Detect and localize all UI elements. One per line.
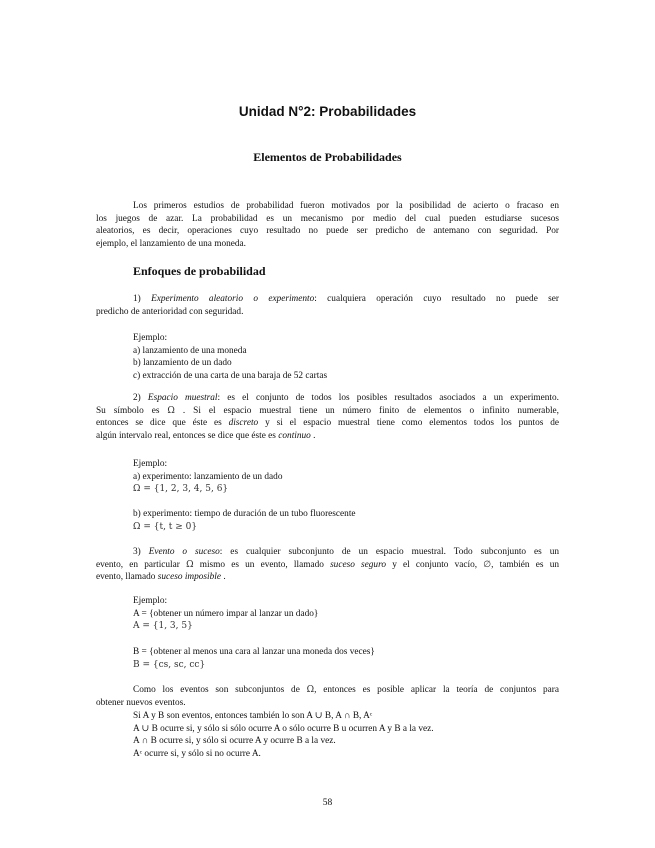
text-fragment: Como los eventos son subconjuntos de: [133, 685, 300, 695]
term-continuo: continuo: [278, 430, 311, 441]
item-2-line: [96, 405, 559, 418]
item-3-definition: [96, 546, 559, 584]
term-evento: Evento o suceso: [148, 547, 220, 557]
text-fragment: algún intervalo real, entonces se dice que éste es: [96, 430, 276, 441]
text-fragment: evento, en particular: [96, 559, 180, 570]
intro-line: aleatorios, es decir, operaciones cuyo resultado no puede ser predicho de antemano con seguridad. Por: [96, 226, 559, 237]
example-item: a) experimento: lanzamiento de un dado: [133, 471, 283, 482]
page-number: 58: [322, 798, 333, 808]
set-operation-rules: [133, 710, 563, 760]
section-title: Elementos de Probabilidades: [253, 150, 402, 164]
item-3-examples-b: [133, 646, 563, 671]
item-1-line: predicho de anterioridad con seguridad.: [96, 306, 244, 317]
intro-line: los juegos de azar. La probabilidad es un mecanismo por medio del cual pueden estudiarse sucesos: [96, 213, 559, 224]
example-item: b) experimento: tiempo de duración de un tubo fluorescente: [133, 509, 356, 519]
item-2-definition: [96, 392, 559, 442]
item-2-examples-b: [133, 508, 563, 533]
text-fragment: .: [313, 430, 316, 441]
text-fragment: mismo es un evento, llamado: [199, 559, 324, 570]
definition-text: : cualquiera operación cuyo resultado no puede ser: [314, 294, 559, 304]
unit-title: Unidad N°2: Probabilidades: [238, 104, 417, 119]
event-definition: A = {obtener un número impar al lanzar un dado}: [133, 608, 319, 619]
item-3-examples: [133, 595, 563, 633]
text-fragment: , también es un: [491, 559, 559, 570]
omega-symbol: Ω: [167, 405, 175, 416]
item-number: 2): [133, 393, 141, 403]
closing-line: [96, 684, 559, 697]
item-1-definition: [96, 293, 559, 318]
item-number: 3): [133, 547, 141, 557]
text-fragment: evento, llamado: [96, 572, 156, 583]
text-fragment: y el conjunto vacío,: [392, 559, 478, 570]
sample-space-formula: Ω = {t, t ≥ 0}: [133, 521, 198, 532]
item-3-line: [96, 546, 559, 559]
closing-paragraph: [96, 684, 559, 709]
example-item: b) lanzamiento de un dado: [133, 358, 232, 369]
term-suceso-seguro: suceso seguro: [330, 559, 386, 570]
term-experimento: Experimento aleatorio o experimento: [151, 294, 315, 304]
omega-symbol: Ω: [186, 559, 194, 570]
empty-set-symbol: ∅: [483, 559, 492, 570]
text-fragment: y si el espacio muestral tiene como elementos todos los puntos de: [265, 418, 560, 429]
item-2-examples: [133, 458, 563, 496]
rule-line: A ∩ B ocurre si, y sólo si ocurre A y ocurre B a la vez.: [133, 736, 336, 747]
rule-line: Aᶜ ocurre si, y sólo si no ocurre A.: [133, 748, 261, 759]
rule-line: Si A y B son eventos, entonces también lo son A ∪ B, A ∩ B, Aᶜ: [133, 711, 373, 721]
example-label: Ejemplo:: [133, 333, 168, 343]
event-formula: B = {cs, sc, cc}: [133, 659, 206, 670]
example-item: c) extracción de una carta de una baraja de 52 cartas: [133, 370, 328, 381]
sample-space-formula: Ω = {1, 2, 3, 4, 5, 6}: [133, 484, 229, 495]
term-discreto: discreto: [228, 418, 259, 429]
event-formula: A = {1, 3, 5}: [133, 621, 193, 632]
text-fragment: entonces se dice que éste es: [96, 418, 222, 429]
item-2-line: [96, 430, 559, 443]
intro-line: ejemplo, el lanzamiento de una moneda.: [96, 238, 246, 249]
text-fragment: , entonces es posible aplicar la teoría de conjuntos para: [314, 685, 560, 695]
intro-paragraph: [96, 200, 559, 250]
text-fragment: Su símbolo es: [96, 405, 160, 416]
rule-line: A ∪ B ocurre si, y sólo si sólo ocurre A o sólo ocurre B u ocurren A y B a la vez.: [133, 723, 434, 734]
item-number: 1): [133, 294, 141, 304]
event-definition: B = {obtener al menos una cara al lanzar una moneda dos veces}: [133, 647, 375, 657]
closing-line: obtener nuevos eventos.: [96, 697, 186, 708]
definition-text: : es el conjunto de todos los posibles resultados asociados a un experimento.: [217, 393, 559, 403]
item-3-line: [96, 571, 559, 584]
approaches-heading: Enfoques de probabilidad: [133, 264, 266, 278]
text-fragment: .: [223, 572, 226, 583]
item-1-line: [96, 293, 559, 306]
item-1-examples: [133, 332, 563, 382]
term-suceso-imposible: suceso imposible: [157, 572, 221, 583]
item-2-line: [96, 417, 559, 430]
example-label: Ejemplo:: [133, 596, 168, 606]
example-label: Ejemplo:: [133, 459, 168, 469]
example-item: a) lanzamiento de una moneda: [133, 345, 247, 356]
item-3-line: [96, 559, 559, 572]
item-2-line: [96, 392, 559, 405]
text-fragment: . Si el espacio muestral tiene un número finito de elementos o infinito numerable,: [182, 405, 559, 416]
term-espacio-muestral: Espacio muestral: [147, 393, 218, 403]
omega-symbol: Ω: [306, 685, 315, 695]
intro-line: Los primeros estudios de probabilidad fueron motivados por la posibilidad de acierto o fracaso en: [133, 201, 559, 211]
definition-text: : es cualquier subconjunto de un espacio muestral. Todo subconjunto es un: [219, 547, 559, 557]
